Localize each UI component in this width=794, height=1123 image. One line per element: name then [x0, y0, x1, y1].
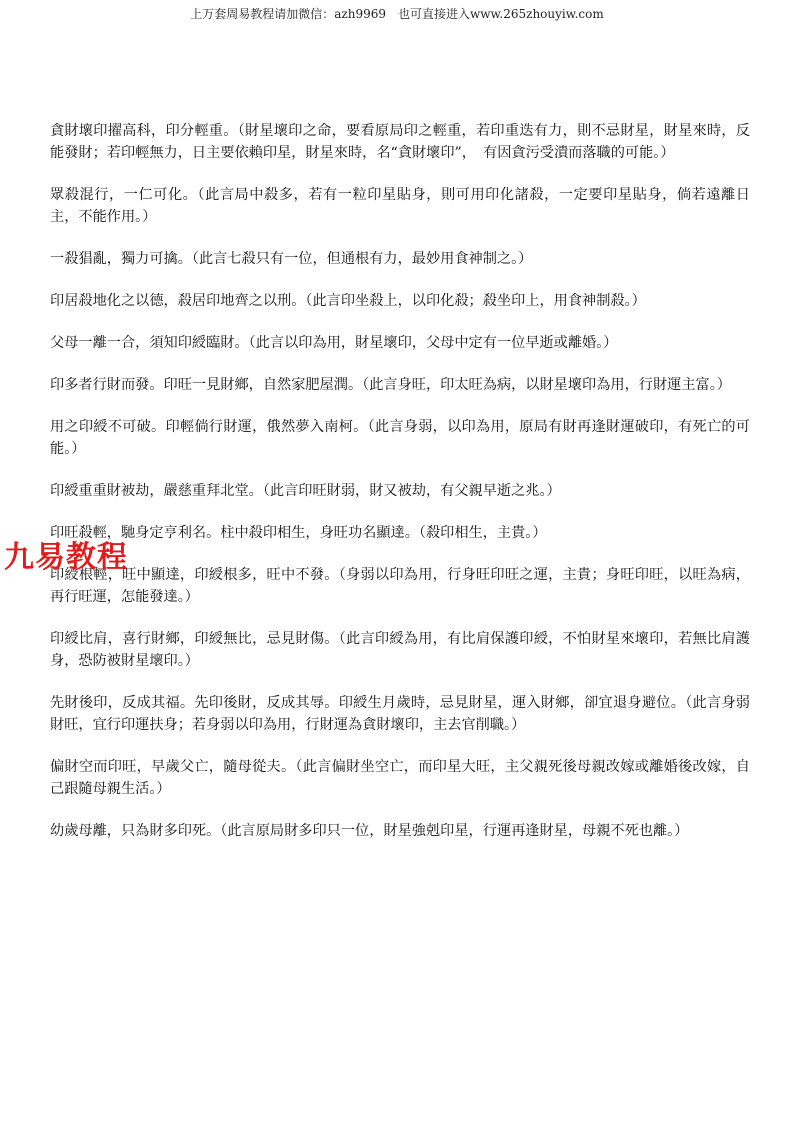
paragraph: 用之印綬不可破。印輕倘行財運，俄然夢入南柯。（此言身弱，以印為用，原局有財再逢財運破印，有死亡的可能。） [50, 419, 750, 457]
paragraph: 印綬根輕，旺中顯達，印綬根多，旺中不發。（身弱以印為用，行身旺印旺之運，主貴；身旺印旺，以旺為病，再行旺運，怎能發達。） [50, 567, 750, 605]
paragraph: 先財後印，反成其福。先印後財，反成其辱。印綬生月歲時，忌見財星，運入財鄉，卻宜退身避位。（此言身弱財旺，宜行印運扶身；若身弱以印為用，行財運為貪財壞印，主去官削職。） [50, 695, 750, 733]
paragraph: 父母一離一合，須知印綬臨財。（此言以印為用，財星壞印，父母中定有一位早逝或離婚。） [50, 335, 618, 351]
paragraph: 印多者行財而發。印旺一見財鄉，自然家肥屋潤。（此言身旺，印太旺為病，以財星壞印為用，行財運主富。） [50, 377, 731, 393]
paragraph: 印綬重重財被劫，嚴慈重拜北堂。（此言印旺財弱，財又被劫，有父親早逝之兆。） [50, 483, 561, 499]
paragraph: 貪財壞印擢高科，印分輕重。（財星壞印之命，要看原局印之輕重，若印重迭有力，則不忌財星，財星來時，反能發財；若印輕無力，日主要依賴印星，財星來時，名“貪財壞印”， 有因貪污受潰而落職的可能。） [50, 123, 750, 161]
paragraph: 眾殺混行，一仁可化。（此言局中殺多，若有一粒印星貼身，則可用印化諸殺，一定要印星貼身，倘若遠離日主，不能作用。） [50, 187, 750, 225]
paragraph: 印旺殺輕，馳身定亨利名。柱中殺印相生，身旺功名顯達。（殺印相生，主貴。） [50, 525, 547, 541]
page-header: 上万套周易教程请加微信：azh9969 也可直接进入www.265zhouyiw.com [190, 7, 604, 21]
paragraph: 偏財空而印旺，早歲父亡，隨母從夫。（此言偏財坐空亡，而印星大旺，主父親死後母親改嫁或離婚後改嫁，自己跟隨母親生活。） [50, 759, 750, 797]
paragraph: 印居殺地化之以德，殺居印地齊之以刑。（此言印坐殺上，以印化殺；殺坐印上，用食神制殺。） [50, 293, 646, 309]
paragraph: 一殺猖亂，獨力可擒。（此言七殺只有一位，但通根有力，最妙用食神制之。） [50, 251, 533, 267]
paragraph: 印綬比肩，喜行財鄉，印綬無比，忌見財傷。（此言印綬為用，有比肩保護印綬，不怕財星來壞印，若無比肩護身，恐防被財星壞印。） [50, 631, 750, 669]
watermark-logo: 九易教程 [4, 540, 128, 575]
document-body [50, 120, 750, 862]
paragraph: 幼歲母離，只為財多印死。（此言原局財多印只一位，財星強剋印星，行運再逢財星，母親不死也離。） [50, 823, 689, 839]
